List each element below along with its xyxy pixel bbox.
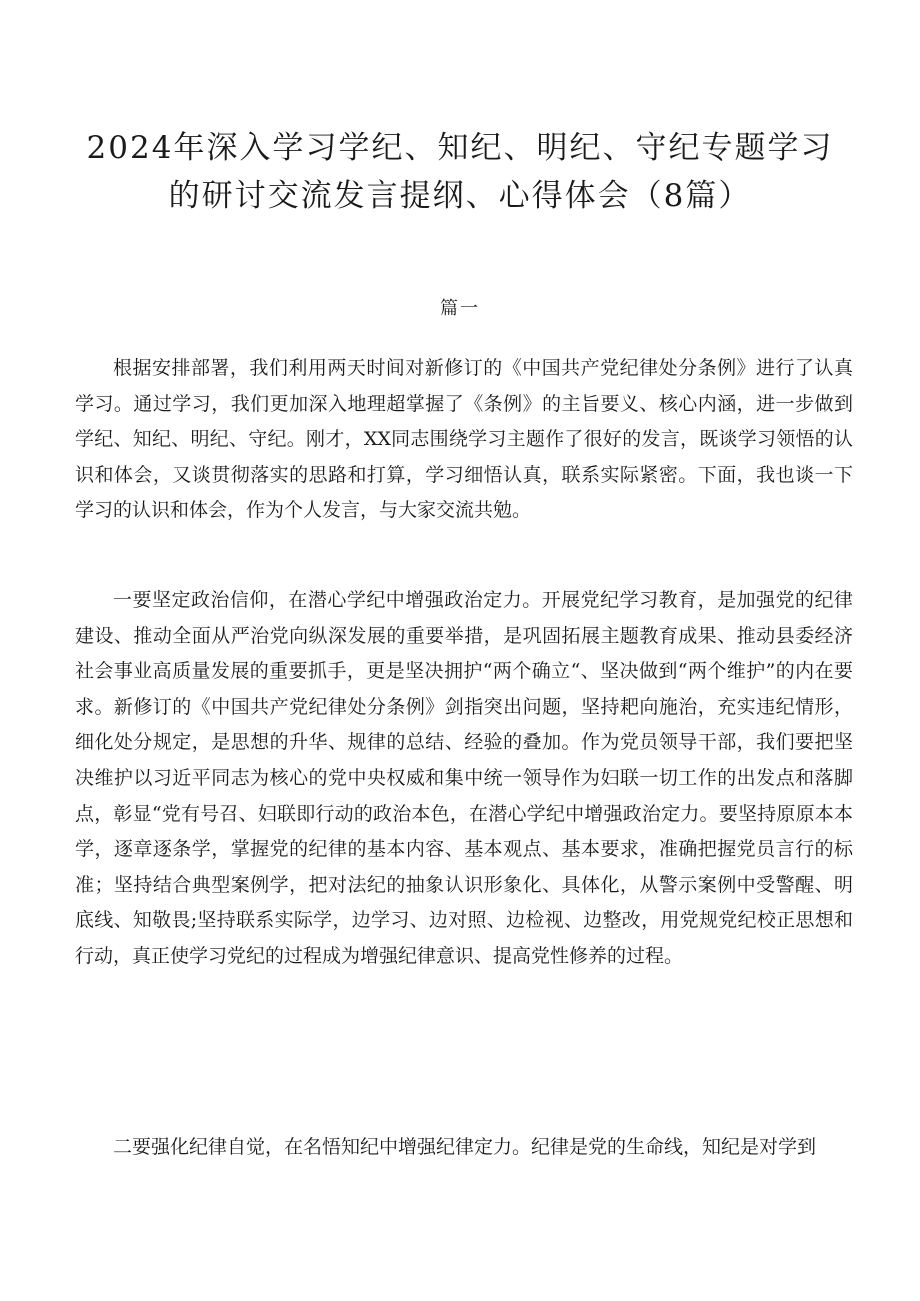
section-heading: 篇一 xyxy=(440,298,480,319)
title-line-1: 2024年深入学习学纪、知纪、明纪、守纪专题学习 xyxy=(86,130,834,166)
title-line-2: 的研讨交流发言提纲、心得体会（8篇） xyxy=(168,178,752,214)
document-title xyxy=(60,124,860,220)
paragraph-1: 根据安排部署，我们利用两天时间对新修订的《中国共产党纪律处分条例》进行了认真学习。通过学习，我们更加深入地理超掌握了《条例》的主旨要义、核心内涵，进一步做到学纪、知纪、明纪、守纪。刚才，XX同志围绕学习主题作了很好的发言，既谈学习领悟的认识和体会，又谈贯彻落实的思路和打算，学习细悟认真，联系实际紧密。下面，我也谈一下学习的认识和体会，作为个人发言，与大家交流共勉。 xyxy=(75,357,853,522)
paragraph-3: 二要强化纪律自觉，在名悟知纪中增强纪律定力。纪律是党的生命线，知纪是对学到 xyxy=(113,1136,817,1158)
paragraph-2: 一要坚定政治信仰，在潜心学纪中增强政治定力。开展党纪学习教育，是加强党的纪律建设、推动全面从严治党向纵深发展的重要举措，是巩固拓展主题教育成果、推动县委经济社会事业高质量发展的重要抓手，更是坚决拥护“两个确立“、坚决做到“两个维护”的内在要求。新修订的《中国共产党纪律处分条例》剑指突出问题，坚持耙向施治，充实违纪情形，细化处分规定，是思想的升华、规律的总结、经验的叠加。作为党员领导干部，我们要把坚决维护以习近平同志为核心的党中央权威和集中统一领导作为妇联一切工作的出发点和落脚点，彰显“党有号召、妇联即行动的政治本色，在潜心学纪中增强政治定力。要坚持原原本本学，逐章逐条学，掌握党的纪律的基本内容、基本观点、基本要求，准确把握党员言行的标准；坚持结合典型案例学，把对法纪的抽象认识形象化、具体化，从警示案例中受警醒、明底线、知敬畏;坚持联系实际学，边学习、边对照、边检视、边整改，用党规党纪校正思想和行动，真正使学习党纪的过程成为增强纪律意识、提高党性修养的过程。 xyxy=(75,589,853,967)
